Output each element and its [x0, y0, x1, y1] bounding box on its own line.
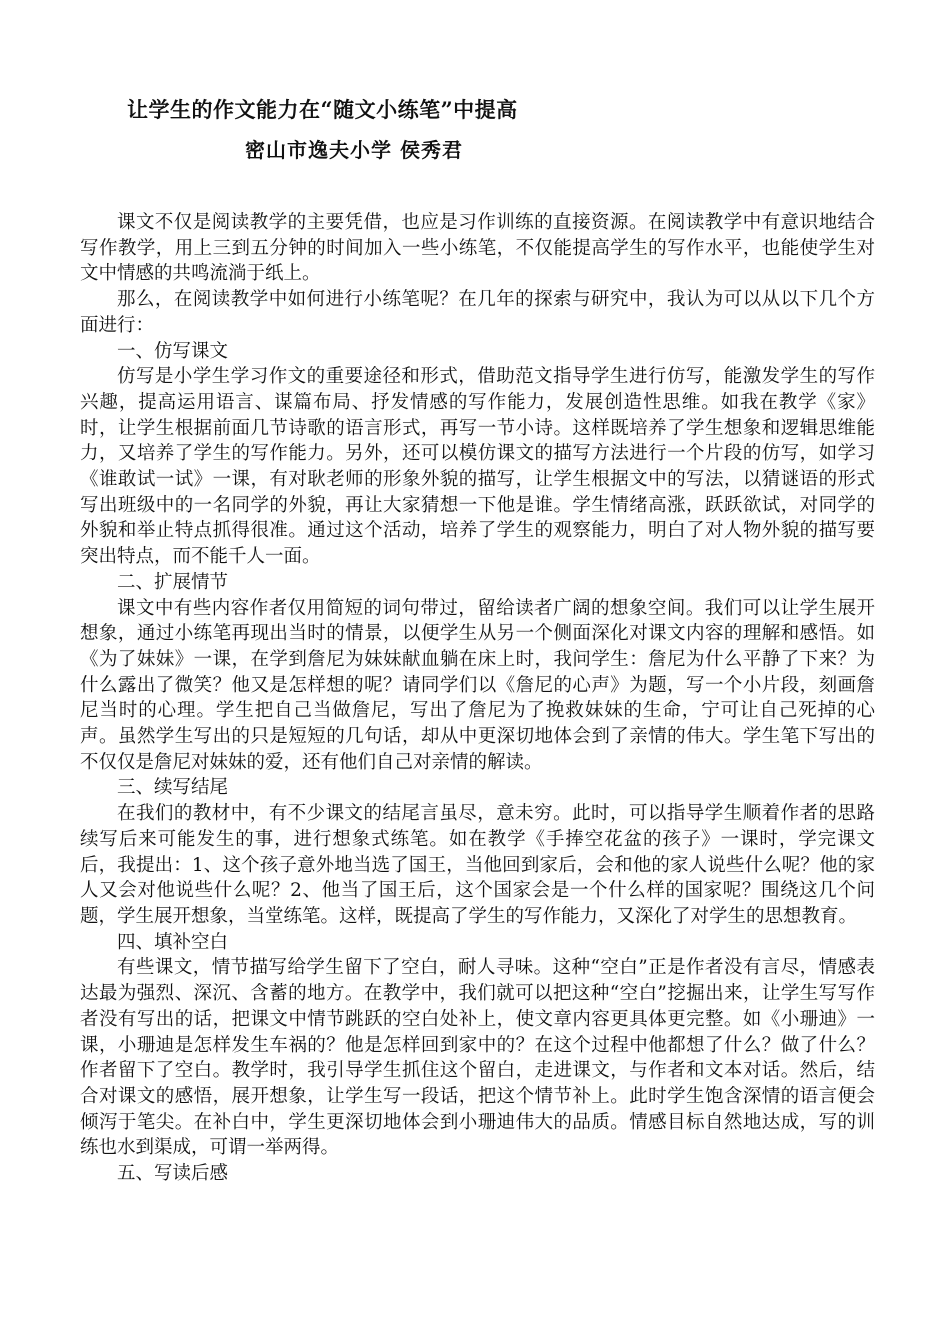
section-heading-2: 二、扩展情节 [117, 571, 229, 593]
section-text-1: 仿写是小学生学习作文的重要途径和形式，借助范文指导学生进行仿写，能激发学生的写作兴趣，提高运用语言、谋篇布局、抒发情感的写作能力，发展创造性思维。如我在教学《家》时，让学生根据前面几节诗歌的语言形式，再写一节小诗。这样既培养了学生想象和逻辑思维能力，又培养了学生的写作能力。另外，还可以模仿课文的描写方法进行一个片段的仿写，如学习《谁敢试一试》一课，有对耿老师的形象外貌的描写，让学生根据文中的写法，以猜谜语的形式写出班级中的一名同学的外貌，再让大家猜想一下他是谁。学生情绪高涨，跃跃欲试，对同学的外貌和举止特点抓得很准。通过这个活动，培养了学生的观察能力，明白了对人物外貌的描写要突出特点，而不能千人一面。 [80, 366, 875, 568]
intro-paragraph-2: 那么，在阅读教学中如何进行小练笔呢？在几年的探索与研究中，我认为可以从以下几个方面进行： [80, 289, 875, 336]
intro-paragraph-1: 课文不仅是阅读教学的主要凭借，也应是习作训练的直接资源。在阅读教学中有意识地结合写作教学，用上三到五分钟的时间加入一些小练笔，不仅能提高学生的写作水平，也能使学生对文中情感的共鸣流淌于纸上。 [80, 212, 875, 285]
section-text-4: 有些课文，情节描写给学生留下了空白，耐人寻味。这种“空白”正是作者没有言尽，情感表达最为强烈、深沉、含蓄的地方。在教学中，我们就可以把这种“空白”挖掘出来，让学生写写作者没有写出的话，把课文中情节跳跃的空白处补上，使文章内容更具体更完整。如《小珊迪》一课，小珊迪是怎样发生车祸的？他是怎样回到家中的？在这个过程中他都想了什么？做了什么？作者留下了空白。教学时，我引导学生抓住这个留白，走进课文，与作者和文本对话。然后，结合对课文的感悟，展开想象，让学生写一段话，把这个情节补上。此时学生饱含深情的语言便会倾泻于笔尖。在补白中，学生更深切地体会到小珊迪伟大的品质。情感目标自然地达成，写的训练也水到渠成，可谓一举两得。 [80, 957, 875, 1159]
document-title: 让学生的作文能力在“随文小练笔”中提高 [127, 97, 518, 122]
section-heading-1: 一、仿写课文 [117, 340, 229, 362]
section-heading-5: 五、写读后感 [117, 1163, 229, 1185]
document-body [80, 210, 875, 1187]
section-heading-3: 三、续写结尾 [117, 777, 229, 799]
section-text-3: 在我们的教材中，有不少课文的结尾言虽尽，意未穷。此时，可以指导学生顺着作者的思路续写后来可能发生的事，进行想象式练笔。如在教学《手捧空花盆的孩子》一课时，学完课文后，我提出：1、这个孩子意外地当选了国王，当他回到家后，会和他的家人说些什么呢？他的家人又会对他说些什么呢？2、他当了国王后，这个国家会是一个什么样的国家呢？围绕这几个问题，学生展开想象，当堂练笔。这样，既提高了学生的写作能力，又深化了对学生的思想教育。 [80, 803, 875, 927]
section-heading-4: 四、填补空白 [117, 931, 229, 953]
section-text-2: 课文中有些内容作者仅用简短的词句带过，留给读者广阔的想象空间。我们可以让学生展开想象，通过小练笔再现出当时的情景，以便学生从另一个侧面深化对课文内容的理解和感悟。如《为了妹妹》一课，在学到詹尼为妹妹献血躺在床上时，我问学生：詹尼为什么平静了下来？为什么露出了微笑？他又是怎样想的呢？请同学们以《詹尼的心声》为题，写一个小片段，刻画詹尼当时的心理。学生把自己当做詹尼，写出了詹尼为了挽救妹妹的生命，宁可让自己死掉的心声。虽然学生写出的只是短短的几句话，却从中更深切地体会到了亲情的伟大。学生笔下写出的不仅仅是詹尼对妹妹的爱，还有他们自己对亲情的解读。 [80, 597, 875, 773]
document-author: 密山市逸夫小学 侯秀君 [245, 138, 463, 162]
